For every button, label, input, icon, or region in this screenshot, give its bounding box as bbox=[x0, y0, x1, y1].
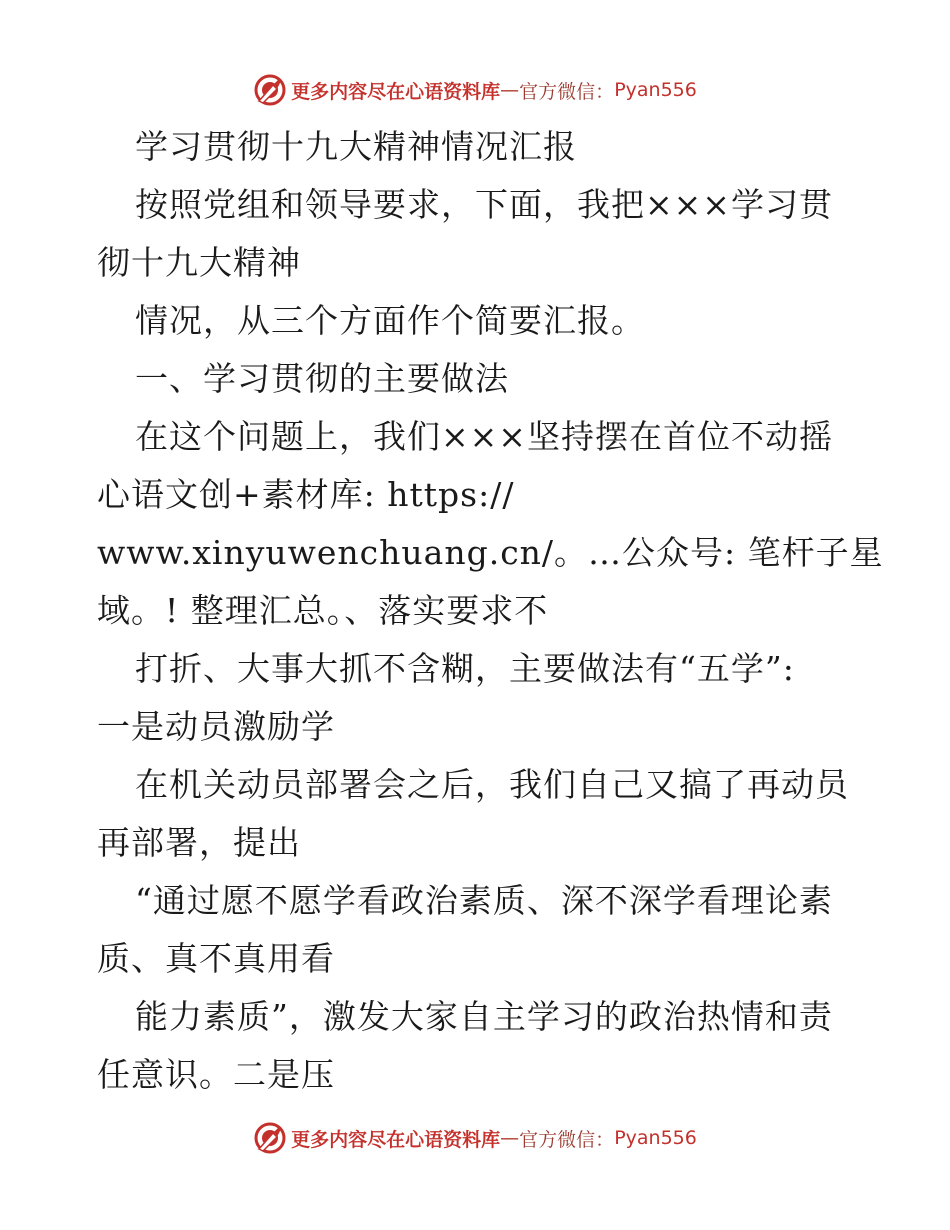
pen-logo-icon bbox=[253, 73, 287, 107]
paragraph-line: 能力素质”，激发大家自主学习的政治热情和责 bbox=[135, 997, 833, 1036]
paragraph-line: 在机关动员部署会之后，我们自己又搞了再动员 bbox=[135, 765, 849, 804]
paragraph-line: 域。! 整理汇总。、落实要求不 bbox=[97, 591, 549, 630]
paragraph-line: 打折、大事大抓不含糊，主要做法有“五学”: bbox=[135, 649, 795, 688]
footer-official-label: 官方微信： bbox=[519, 1128, 615, 1151]
header-brand-text: 更多内容尽在心语资料库 bbox=[291, 80, 501, 103]
header-dash: — bbox=[500, 79, 520, 101]
document-body bbox=[97, 118, 884, 1104]
footer-brand-text: 更多内容尽在心语资料库 bbox=[291, 1128, 501, 1151]
header-banner bbox=[0, 70, 950, 110]
paragraph-line: 一是动员激励学 bbox=[97, 707, 335, 746]
paragraph-line: 再部署，提出 bbox=[97, 823, 301, 862]
section-heading: 一、学习贯彻的主要做法 bbox=[135, 359, 509, 398]
paragraph-line: 按照党组和领导要求，下面，我把×××学习贯 bbox=[135, 185, 833, 224]
paragraph-line: “通过愿不愿学看政治素质、深不深学看理论素 bbox=[135, 881, 833, 920]
footer-wechat-id: Pyan556 bbox=[614, 1127, 697, 1149]
footer-banner bbox=[0, 1118, 950, 1158]
paragraph-line: 质、真不真用看 bbox=[97, 939, 335, 978]
paragraph-line: 任意识。二是压 bbox=[97, 1055, 335, 1094]
pen-logo-icon bbox=[253, 1121, 287, 1155]
paragraph-line: 彻十九大精神 bbox=[97, 243, 301, 282]
paragraph-line: 心语文创+素材库: https:// bbox=[97, 475, 515, 514]
paragraph-line: www.xinyuwenchuang.cn/。…公众号: 笔杆子星 bbox=[97, 533, 884, 572]
header-wechat-id: Pyan556 bbox=[614, 79, 697, 101]
document-title: 学习贯彻十九大精神情况汇报 bbox=[135, 127, 577, 166]
paragraph-line: 在这个问题上，我们×××坚持摆在首位不动摇 bbox=[135, 417, 833, 456]
paragraph-line: 情况，从三个方面作个简要汇报。 bbox=[135, 301, 645, 340]
footer-dash: — bbox=[500, 1127, 520, 1149]
header-official-label: 官方微信： bbox=[519, 80, 615, 103]
